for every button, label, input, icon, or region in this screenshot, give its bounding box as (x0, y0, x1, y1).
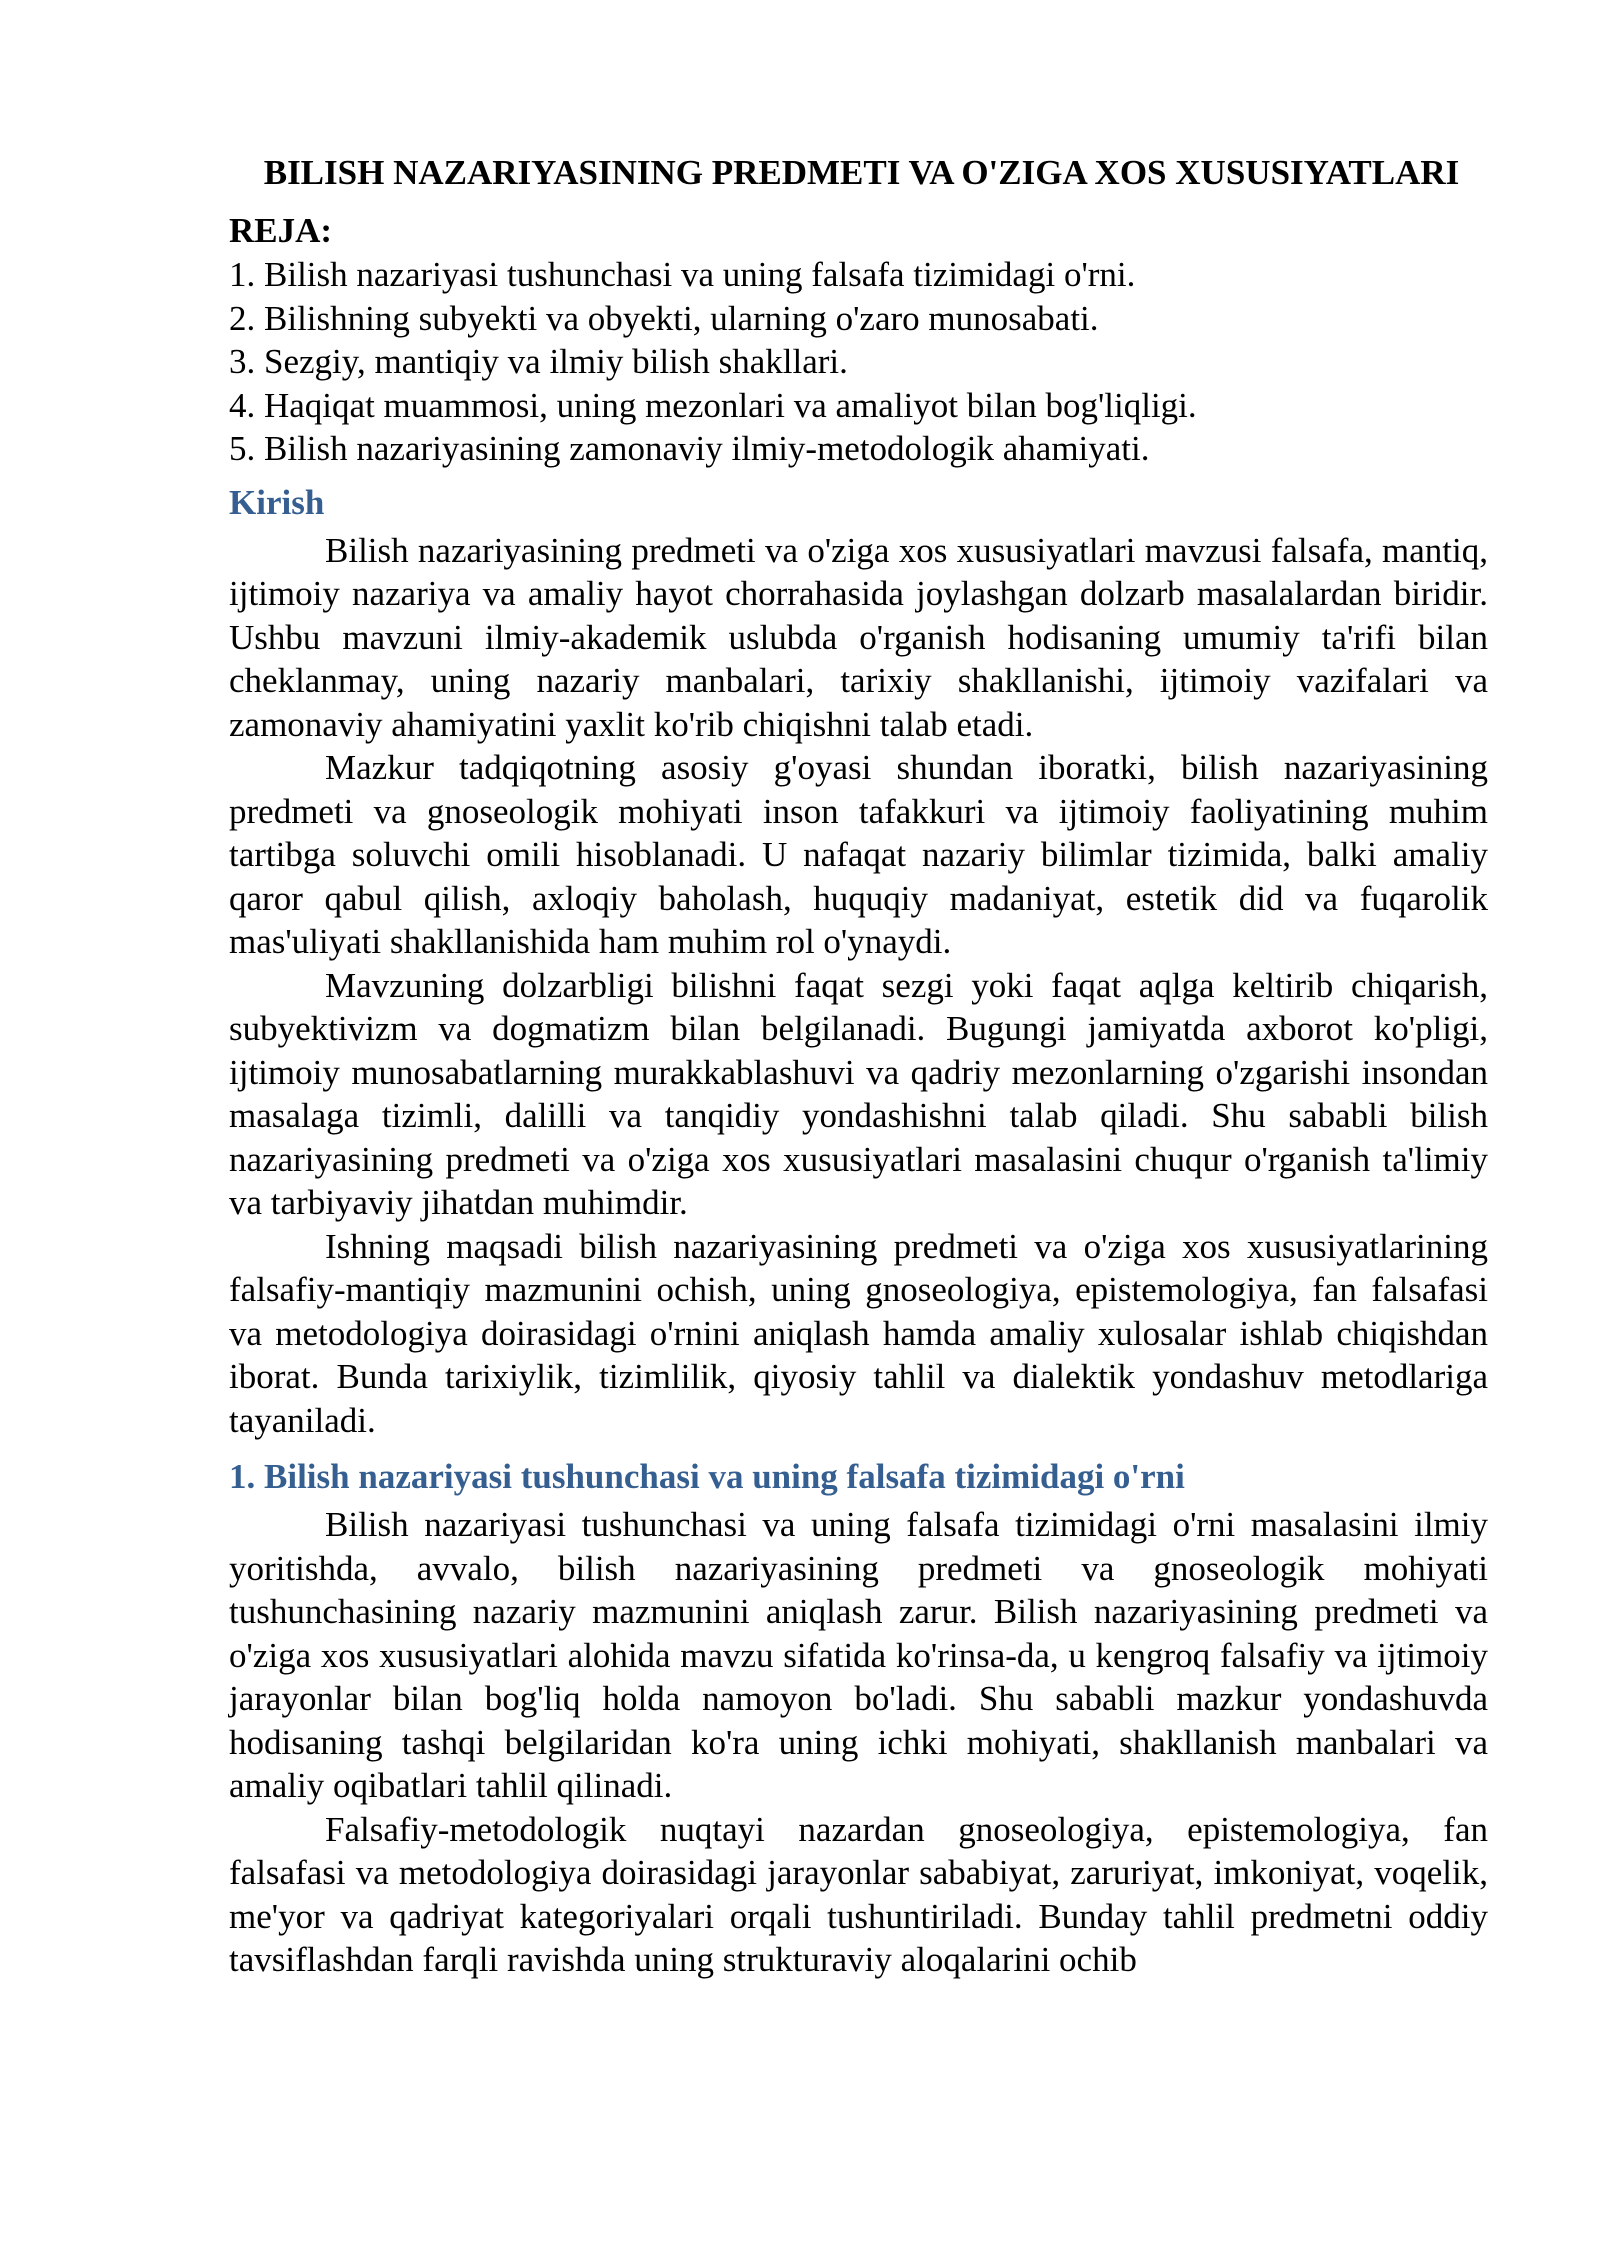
intro-paragraph: Mazkur tadqiqotning asosiy g'oyasi shundan iboratki, bilish nazariyasining predmeti va gnoseologik mohiyati inson tafakkuri va ijtimoiy faoliyatining muhim tartibga soluvchi omili hisoblanadi. U nafaqat nazariy bilimlar tizimida, balki amaliy qaror qabul qilish, axloqiy baholash, huquqiy madaniyat, estetik did va fuqarolik mas'uliyati shakllanishida ham muhim rol o'ynaydi. (229, 748, 1488, 961)
plan-item: 1. Bilish nazariyasi tushunchasi va uning falsafa tizimidagi o'rni. (229, 255, 1136, 294)
document-body (229, 150, 1488, 1982)
plan-item: 4. Haqiqat muammosi, uning mezonlari va amaliyot bilan bog'liqligi. (229, 385, 1197, 425)
plan-heading: REJA: (229, 211, 333, 250)
plan-item: 2. Bilishning subyekti va obyekti, ularning o'zaro munosabati. (229, 298, 1099, 338)
intro-paragraph: Bilish nazariyasining predmeti va o'ziga xos xususiyatlari mavzusi falsafa, mantiq, ijtimoiy nazariya va amaliy hayot chorrahasida joylashgan dolzarb masalalardan biridir. Ushbu mavzuni ilmiy-akademik uslubda o'rganish hodisaning umumiy ta'rifi bilan cheklanmay, uning nazariy manbalari, tarixiy shakllanishi, ijtimoiy vazifalari va zamonaviy ahamiyatini yaxlit ko'rib chiqishni talab etadi. (229, 530, 1488, 744)
intro-paragraph: Mavzuning dolzarbligi bilishni faqat sezgi yoki faqat aqlga keltirib chiqarish, subyektivizm va dogmatizm bilan belgilanadi. Bugungi jamiyatda axborot ko'pligi, ijtimoiy munosabatlarning murakkablashuvi va qadriy mezonlarning o'zgarishi insondan masalaga tizimli, dalilli va tanqidiy yondashishni talab qiladi. Shu sababli bilish nazariyasining predmeti va o'ziga xos xususiyatlari masalasini chuqur o'rganish ta'limiy va tarbiyaviy jihatdan muhimdir. (229, 965, 1488, 1222)
intro-heading: Kirish (229, 482, 325, 522)
plan-list (229, 253, 1488, 471)
plan-item: 5. Bilish nazariyasining zamonaviy ilmiy-metodologik ahamiyati. (229, 429, 1150, 468)
intro-paragraph: Ishning maqsadi bilish nazariyasining predmeti va o'ziga xos xususiyatlarining falsafiy-mantiqiy mazmunini ochish, uning gnoseologiya, epistemologiya, fan falsafasi va metodologiya doirasidagi o'rnini aniqlash hamda amaliy xulosalar ishlab chiqishdan iborat. Bunda tarixiylik, tizimlilik, qiyosiy tahlil va dialektik yondashuv metodlariga tayaniladi. (229, 1226, 1488, 1440)
section-1-heading: 1. Bilish nazariyasi tushunchasi va uning falsafa tizimidagi o'rni (229, 1457, 1185, 1496)
document-title: BILISH NAZARIYASINING PREDMETI VA O'ZIGA XOS XUSUSIYATLARI (263, 153, 1460, 192)
section-1-paragraph: Bilish nazariyasi tushunchasi va uning falsafa tizimidagi o'rni masalasini ilmiy yoritishda, avvalo, bilish nazariyasining predmeti va gnoseologik mohiyati tushunchasining nazariy mazmunini aniqlash zarur. Bilish nazariyasining predmeti va o'ziga xos xususiyatlari alohida mavzu sifatida ko'rinsa-da, u kengroq falsafiy va ijtimoiy jarayonlar bilan bog'liq holda namoyon bo'ladi. Shu sababli mazkur yondashuvda hodisaning tashqi belgilaridan ko'ra uning ichki mohiyati, shakllanish manbalari va amaliy oqibatlari tahlil qilinadi. (229, 1505, 1488, 1805)
section-1-paragraph: Falsafiy-metodologik nuqtayi nazardan gnoseologiya, epistemologiya, fan falsafasi va metodologiya doirasidagi jarayonlar sababiyat, zaruriyat, imkoniyat, voqelik, me'yor va qadriyat kategoriyalari orqali tushuntiriladi. Bunday tahlil predmetni oddiy tavsiflashdan farqli ravishda uning strukturaviy aloqalarini ochib (229, 1809, 1488, 1979)
plan-item: 3. Sezgiy, mantiqiy va ilmiy bilish shakllari. (229, 342, 848, 381)
